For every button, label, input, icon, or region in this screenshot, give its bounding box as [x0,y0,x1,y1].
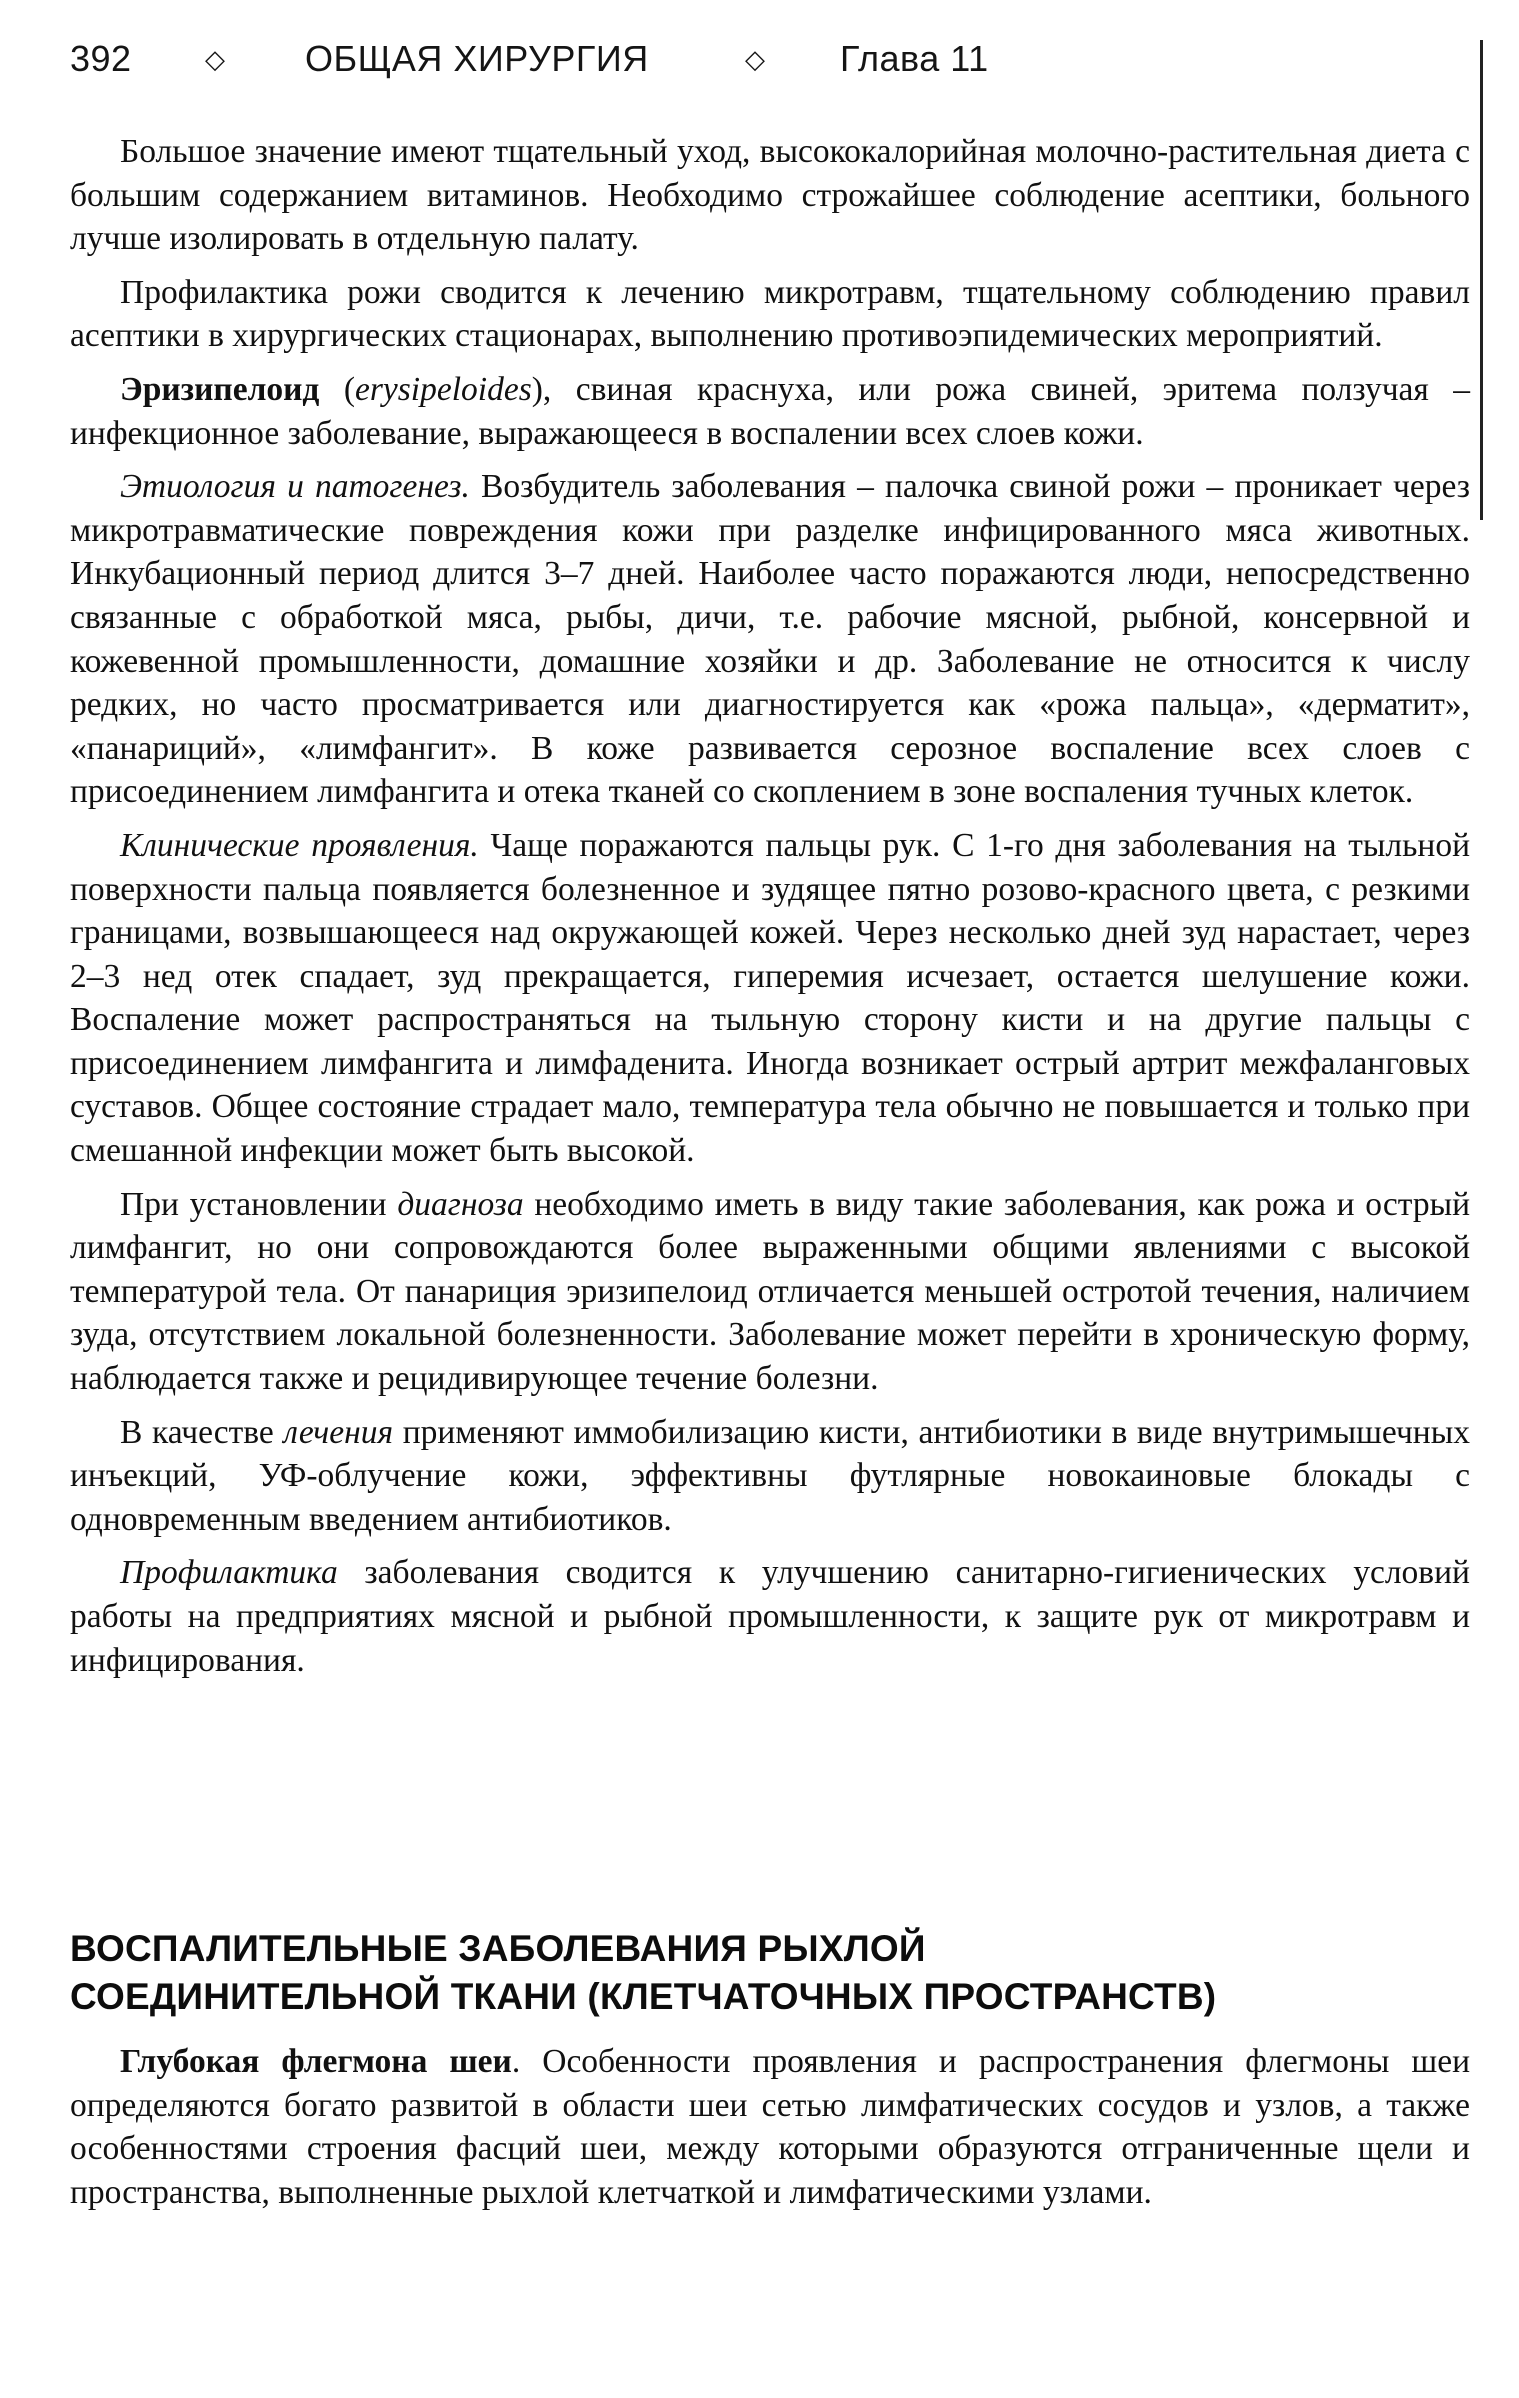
paragraph-text: необходимо иметь в виду такие заболевания, как рожа и острый лимфангит, но они сопровождаются более выраженными общими явлениями с высокой температурой тела. От панариция эризипелоид отличается меньшей остротой течения, наличием зуда, отсутствием локальной болезненности. Заболевание может перейти в хроническую форму, наблюдается также и рецидивирующее течение болезни. [70,1185,1470,1398]
subheading-clinical: Клинические проявления. [120,826,479,864]
paragraph-text: ), свиная краснуха, или рожа свиней, эритема ползучая – инфекционное заболевание, выражающееся в воспалении всех слоев кожи. [70,370,1471,452]
subheading-prophylaxis: Профилактика [120,1554,338,1592]
paragraph-pre: В качестве [120,1413,284,1451]
paragraph-prophylaxis [70,1551,1470,1682]
section-body [70,2040,1470,2214]
paragraph-text: Чаще поражаются пальцы рук. С 1-го дня заболевания на тыльной поверхности пальца появляется болезненное и зудящее пятно розово-красного цвета, с резкими границами, возвышающееся над окружающей кожей. Через несколько дней зуд нарастает, через 2–3 нед отек спадает, зуд прекращается, гиперемия исчезает, остается шелушение кожи. Воспаление может распространяться на тыльную сторону кисти и на другие пальцы с присоединением лимфангита и лимфаденита. Иногда возникает острый артрит межфаланговых суставов. Общее состояние страдает мало, температура тела обычно не повышается и только при смешанной инфекции может быть высокой. [70,826,1470,1170]
paragraph-text: заболевания сводится к улучшению санитарно-гигиенических условий работы на предприятиях мясной и рыбной промышленности, к защите рук от микротравм и инфицирования. [70,1554,1470,1679]
paragraph-prevention-erysipelas [70,271,1470,358]
paragraph-diagnosis [70,1183,1470,1401]
paragraph-clinical [70,824,1470,1173]
paragraph-treatment [70,1411,1470,1542]
latin-term: erysipeloides [354,370,532,408]
paragraph-text: применяют иммобилизацию кисти, антибиотики в виде внутримышечных инъекций, УФ-облучение кожи, эффективны футлярные новокаиновые блокады с одновременным введением антибиотиков. [70,1413,1470,1538]
section-heading-line: ВОСПАЛИТЕЛЬНЫЕ ЗАБОЛЕВАНИЯ РЫХЛОЙ [70,1928,926,1969]
paragraph-neck-phlegmon [70,2040,1470,2214]
paragraph-text: . Особенности проявления и распространения флегмоны шеи определяются богато развитой в области шеи сетью лимфатических сосудов и узлов, а также особенностями строения фасций шеи, между которыми образуются отграниченные щели и пространства, выполненные рыхлой клетчаткой и лимфатическими узлами. [70,2043,1470,2211]
page-edge-line [1480,40,1483,520]
paragraph-text: Большое значение имеют тщательный уход, высококалорийная молочно-растительная диета с большим содержанием витаминов. Необходимо строжайшее соблюдение асептики, больного лучше изолировать в отдельную палату. [70,133,1470,258]
term-erysipeloid: Эризипелоид [120,370,320,408]
section-heading-line: СОЕДИНИТЕЛЬНОЙ ТКАНИ (КЛЕТЧАТОЧНЫХ ПРОСТРАНСТВ) [70,1976,1217,2017]
chapter-label: Глава 11 [840,38,989,79]
subheading-etiology: Этиология и патогенез. [120,468,470,506]
subheading-diagnosis: диагноза [397,1185,524,1223]
paragraph-text: Профилактика рожи сводится к лечению микротравм, тщательному соблюдению правил асептики в хирургических стационарах, выполнению противоэпидемических мероприятий. [70,273,1470,355]
paren-open: ( [343,370,355,408]
paragraph-pre: При установлении [120,1185,398,1223]
paragraph-etiology [70,465,1470,814]
header-separator-diamond: ◇ [205,44,226,74]
paragraph-erysipeloid-definition [70,368,1470,455]
paragraph-text: Возбудитель заболевания – палочка свиной рожи – проникает через микротравматические повреждения кожи при разделке инфицированного мяса животных. Инкубационный период длится 3–7 дней. Наиболее часто поражаются люди, непосредственно связанные с обработкой мяса, рыбы, дичи, т.е. рабочие мясной, рыбной, консервной и кожевенной промышленности, домашние хозяйки и др. Заболевание не относится к числу редких, но часто просматривается или диагностируется как «рожа пальца», «дерматит», «панариций», «лимфангит». В коже развивается серозное воспаление всех слоев с присоединением лимфангита и отека тканей со скоплением в зоне воспаления тучных клеток. [70,468,1470,811]
running-header [70,38,1470,88]
section-heading [70,1925,1470,2021]
body-text [70,130,1470,1692]
term-neck-phlegmon: Глубокая флегмона шеи [120,2043,512,2080]
paragraph-care [70,130,1470,261]
page-number: 392 [70,38,132,79]
book-title: ОБЩАЯ ХИРУРГИЯ [305,38,649,79]
subheading-treatment: лечения [283,1413,394,1451]
header-separator-diamond: ◇ [745,44,766,74]
